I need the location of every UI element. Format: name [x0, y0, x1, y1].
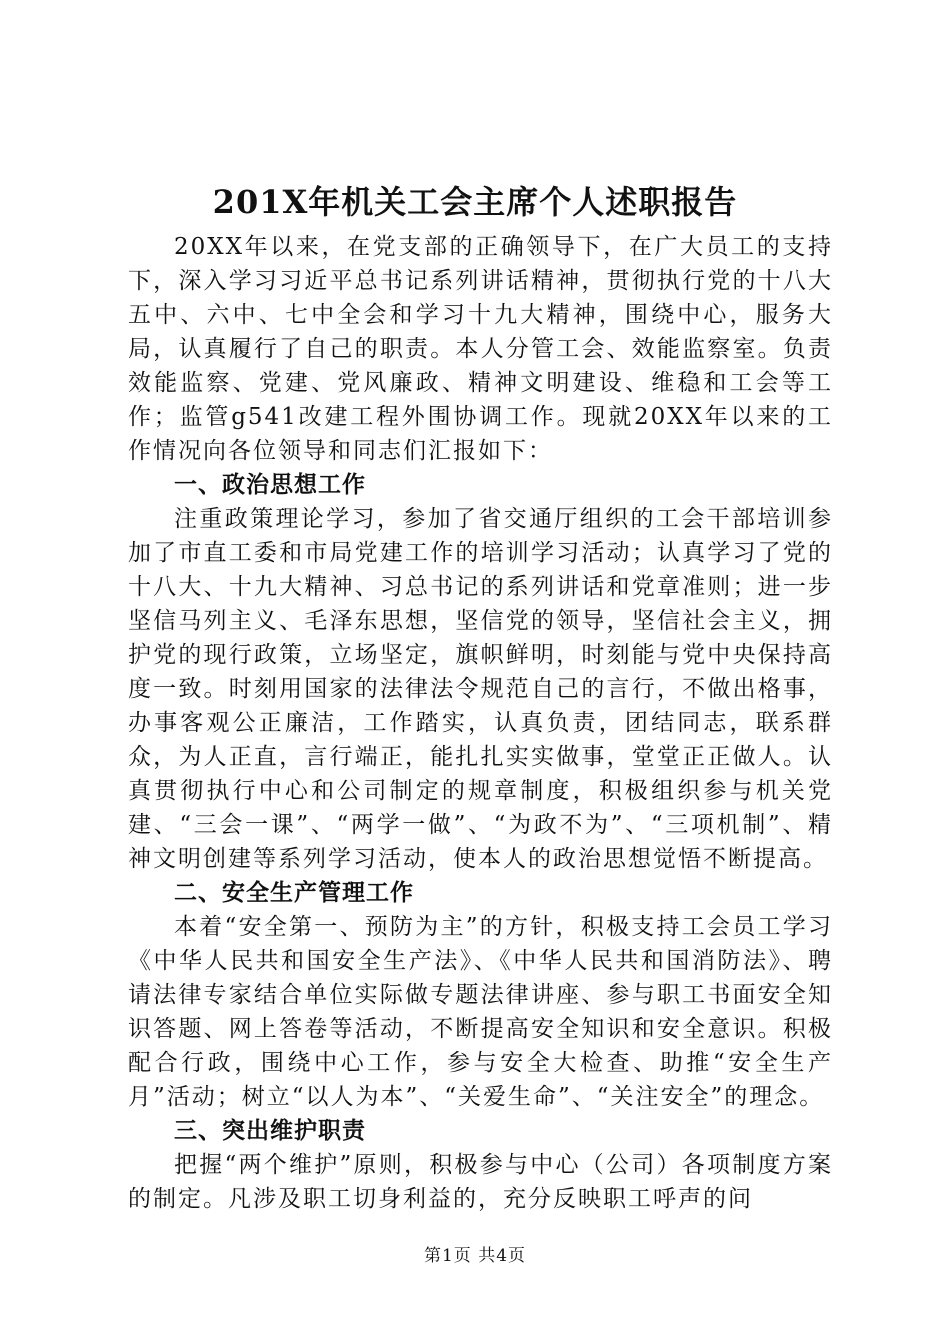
section-heading: 一、政治思想工作 [174, 472, 366, 498]
section-paragraph: 注重政策理论学习，参加了省交通厅组织的工会干部培训参加了市直工委和市局党建工作的培训学习活动；认真学习了党的十八大、十九大精神、习总书记的系列讲话和党章准则；进一步坚信马列主义、毛泽东思想，坚信党的领导，坚信社会主义，拥护党的现行政策，立场坚定，旗帜鲜明，时刻能与党中央保持高度一致。时刻用国家的法律法令规范自己的言行，不做出格事，办事客观公正廉洁，工作踏实，认真负责，团结同志，联系群众，为人正直，言行端正，能扎扎实实做事，堂堂正正做人。认真贯彻执行中心和公司制定的规章制度，积极组织参与机关党建、“三会一课”、“两学一做”、“为政不为”、“三项机制”、精神文明创建等系列学习活动，使本人的政治思想觉悟不断提高。 [128, 506, 833, 872]
section-paragraph: 本着“安全第一、预防为主”的方针，积极支持工会员工学习《中华人民共和国安全生产法》、《中华人民共和国消防法》、聘请法律专家结合单位实际做专题法律讲座、参与职工书面安全知识答题、网上答卷等活动，不断提高安全知识和安全意识。积极配合行政，围绕中心工作，参与安全大检查、助推“安全生产月”活动；树立“以人为本”、“关爱生命”、“关注安全”的理念。 [128, 914, 833, 1110]
section-heading: 二、安全生产管理工作 [174, 880, 414, 906]
document-title: 201X年机关工会主席个人述职报告 [212, 183, 738, 221]
section-heading: 三、突出维护职责 [174, 1118, 366, 1144]
document-body [128, 230, 833, 1216]
intro-paragraph: 20XX年以来，在党支部的正确领导下，在广大员工的支持下，深入学习习近平总书记系列讲话精神，贯彻执行党的十八大五中、六中、七中全会和学习十九大精神，围绕中心，服务大局，认真履行了自己的职责。本人分管工会、效能监察室。负责效能监察、党建、党风廉政、精神文明建设、维稳和工会等工作；监管g541改建工程外围协调工作。现就20XX年以来的工作情况向各位领导和同志们汇报如下： [128, 234, 833, 464]
section-paragraph: 把握“两个维护”原则，积极参与中心（公司）各项制度方案的制定。凡涉及职工切身利益的，充分反映职工呼声的问 [128, 1152, 833, 1212]
page-number-footer: 第1页 共4页 [423, 1246, 527, 1266]
